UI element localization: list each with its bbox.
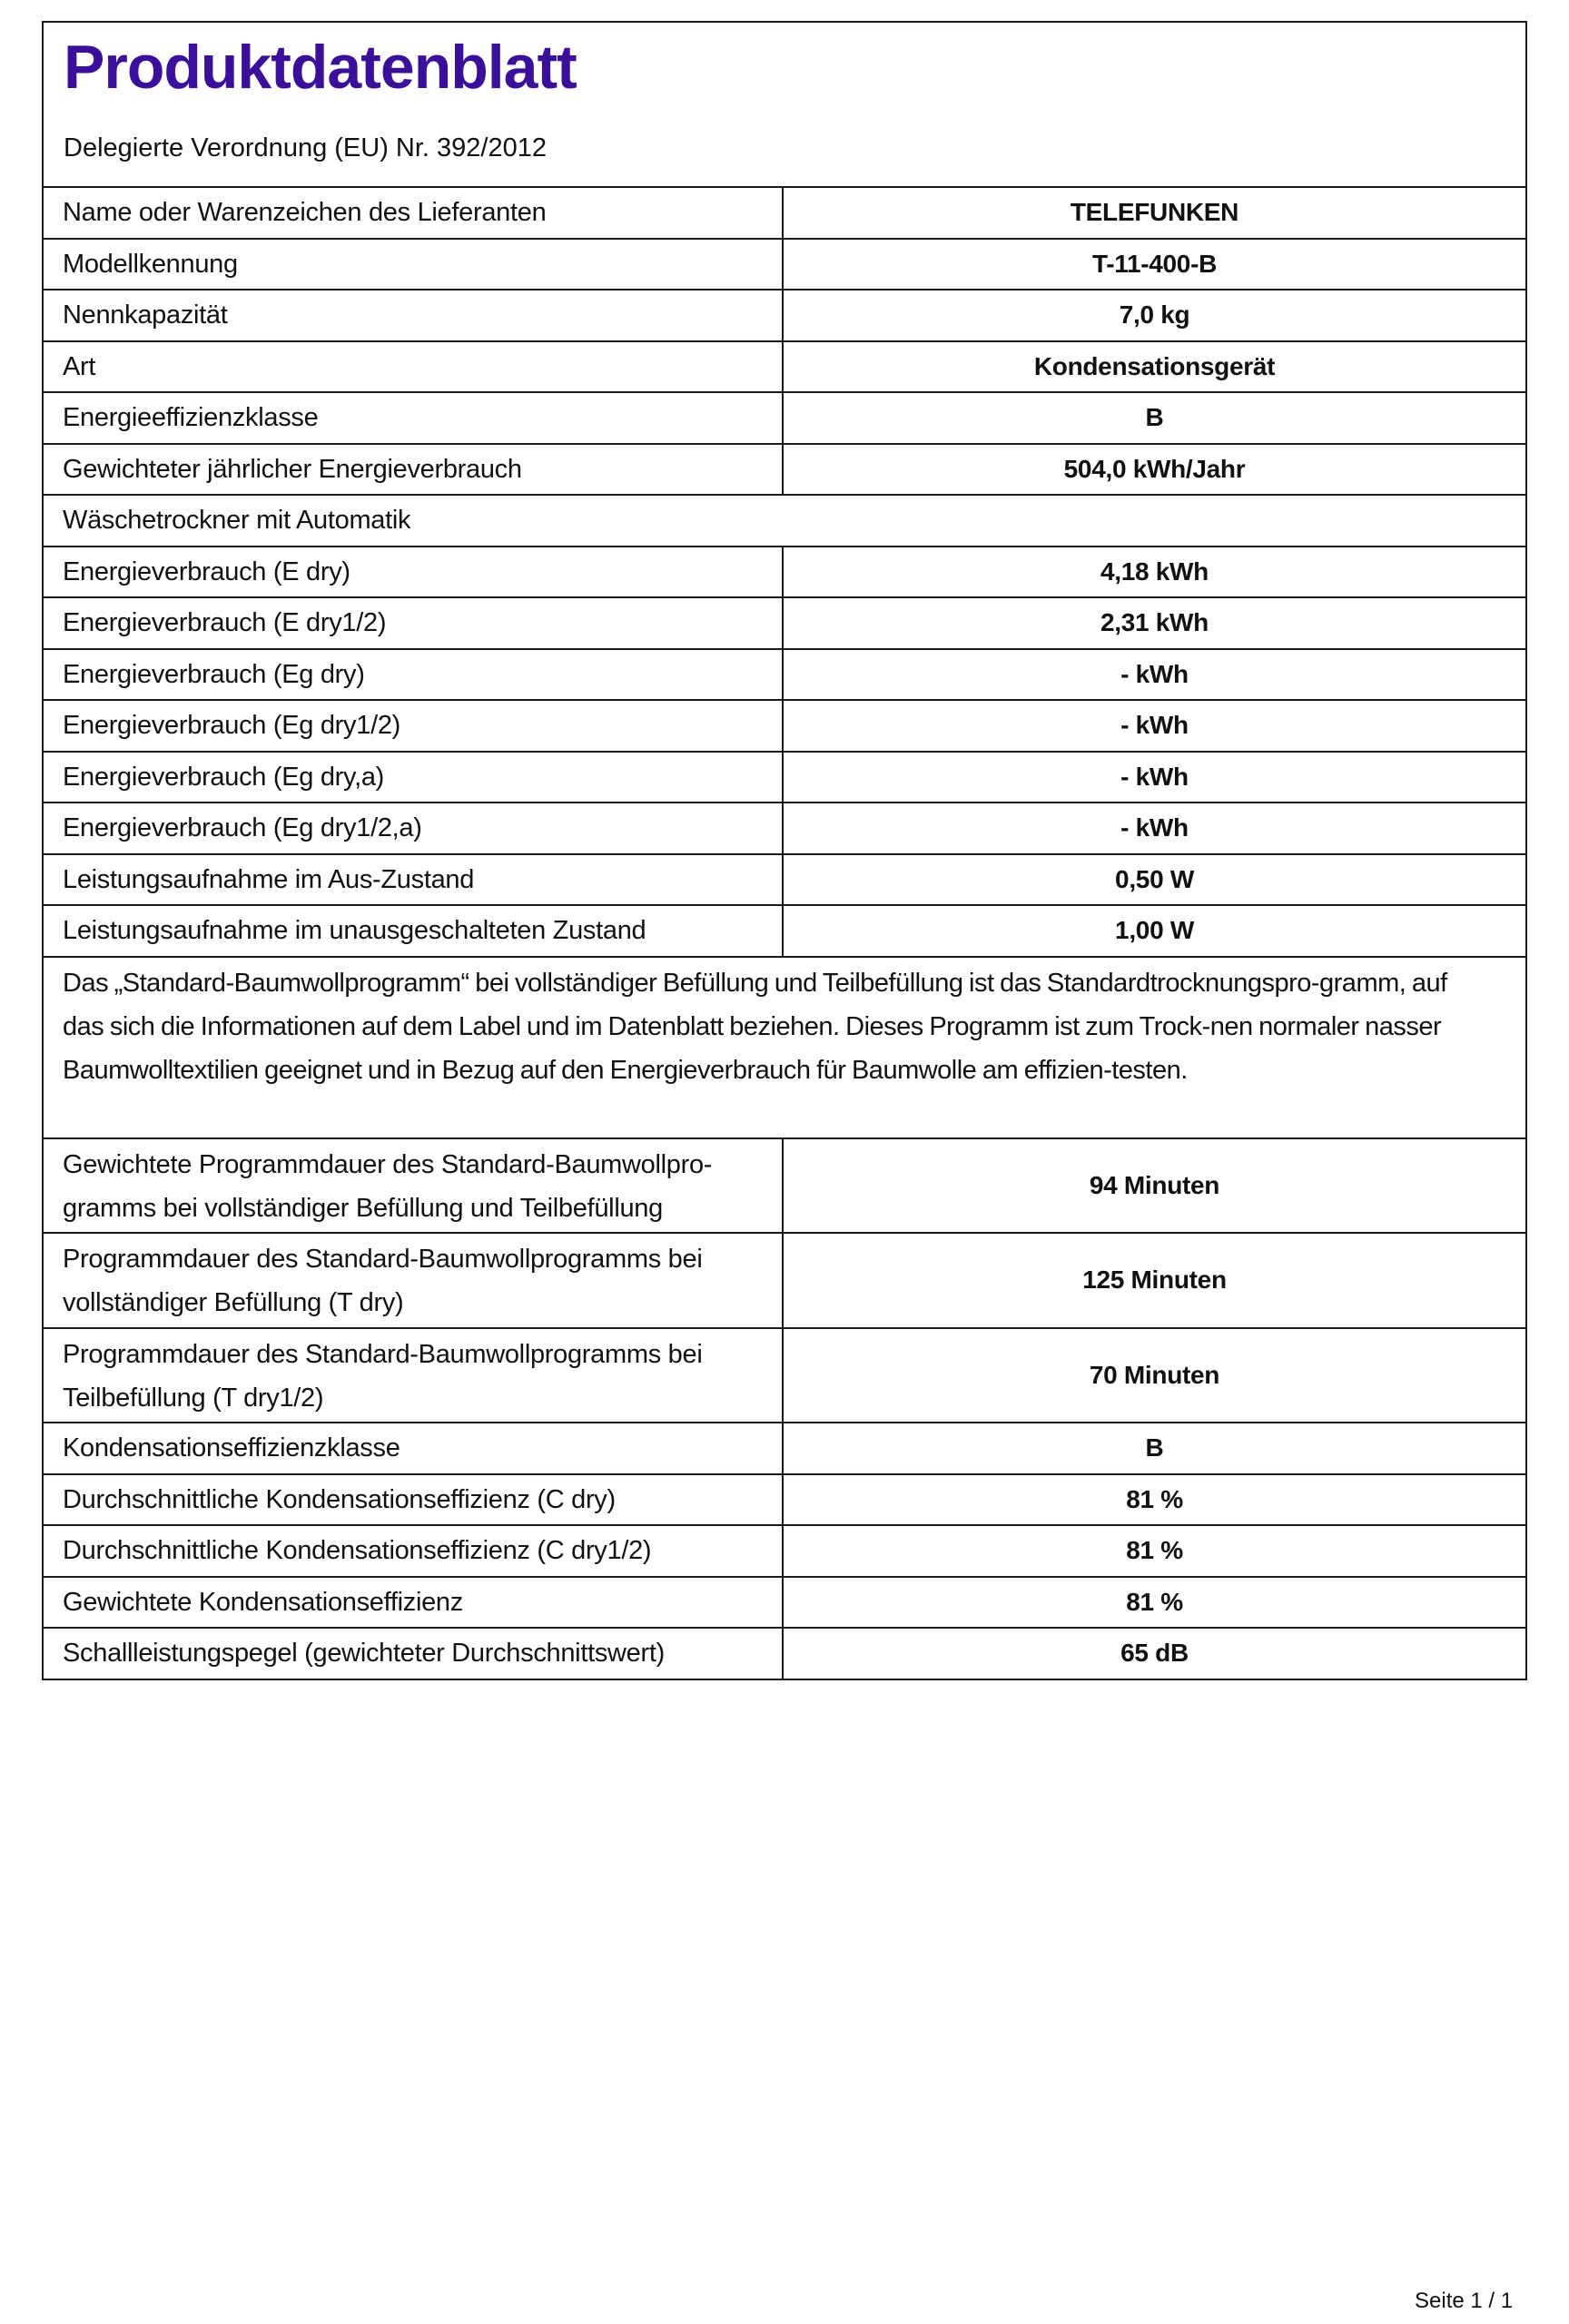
row-label: Programmdauer des Standard-Baumwollprogramms bei vollständiger Befüllung (T dry) [44, 1234, 784, 1327]
row-value: B [1145, 1433, 1164, 1462]
row-label: Energieverbrauch (Eg dry1/2) [44, 701, 784, 751]
row-value: 504,0 kWh/Jahr [1063, 454, 1246, 483]
row-value: - kWh [1120, 659, 1189, 688]
table-row [44, 1423, 1525, 1475]
table-row [44, 1475, 1525, 1527]
row-value: 70 Minuten [1089, 1360, 1220, 1389]
row-value: 7,0 kg [1119, 300, 1190, 330]
row-label: Gewichteter jährlicher Energieverbrauch [44, 445, 784, 495]
row-label: Energieeffizienzklasse [44, 393, 784, 443]
table-row [44, 1629, 1525, 1680]
table-row [44, 1139, 1525, 1235]
row-value: 65 dB [1120, 1639, 1189, 1668]
row-value: 125 Minuten [1082, 1265, 1227, 1295]
row-value: - kWh [1120, 813, 1189, 842]
table-row [44, 1578, 1525, 1630]
row-value: 2,31 kWh [1100, 608, 1209, 637]
row-label: Gewichtete Programmdauer des Standard-Baumwollpro-gramms bei vollständiger Befüllung und Teilbefüllung [44, 1139, 784, 1233]
row-value: T-11-400-B [1091, 249, 1218, 278]
row-value: 81 % [1126, 1484, 1183, 1513]
row-label: Leistungsaufnahme im Aus-Zustand [44, 855, 784, 905]
standard-program-note: Das „Standard-Baumwollprogramm“ bei vollständiger Befüllung und Teilbefüllung ist das Standardtrocknungspro-gramm, auf das sich die Informationen auf dem Label und im Datenblatt beziehen. Dieses Programm ist zum Trock-nen normaler nasser Baumwolltextilien geeignet und in Bezug auf den Energieverbrauch für Baumwolle am effizien-testen. [44, 958, 1525, 1139]
row-value: - kWh [1120, 711, 1189, 740]
row-value: B [1145, 403, 1164, 432]
table-row-supplier [44, 188, 1525, 240]
row-label: Durchschnittliche Kondensationseffizienz (C dry) [44, 1475, 784, 1525]
table-row-annual-consumption [44, 445, 1525, 497]
table-row-model [44, 240, 1525, 291]
row-label: Leistungsaufnahme im unausgeschalteten Zustand [44, 906, 784, 956]
row-value: Kondensationsgerät [1033, 351, 1276, 380]
row-label: Schallleistungspegel (gewichteter Durchschnittswert) [44, 1629, 784, 1679]
row-value: 4,18 kWh [1100, 556, 1209, 586]
row-label: Durchschnittliche Kondensationseffizienz (C dry1/2) [44, 1526, 784, 1576]
table-row [44, 753, 1525, 804]
row-value: TELEFUNKEN [1070, 198, 1239, 227]
table-row [44, 803, 1525, 855]
table-row [44, 650, 1525, 702]
row-value: 94 Minuten [1089, 1170, 1220, 1199]
page-title: Produktdatenblatt [64, 33, 577, 102]
table-row [44, 547, 1525, 599]
row-label: Programmdauer des Standard-Baumwollprogramms bei Teilbefüllung (T dry1/2) [44, 1329, 784, 1423]
row-value: - kWh [1120, 762, 1189, 791]
table-row [44, 1526, 1525, 1578]
row-label: Name oder Warenzeichen des Lieferanten [44, 188, 784, 238]
sheet-header [44, 23, 1525, 188]
row-label: Energieverbrauch (E dry) [44, 547, 784, 597]
row-value: 81 % [1126, 1587, 1183, 1616]
table-row [44, 1234, 1525, 1329]
table-row-type [44, 342, 1525, 394]
table-row [44, 855, 1525, 907]
row-label: Energieverbrauch (E dry1/2) [44, 598, 784, 648]
table-row-efficiency-class [44, 393, 1525, 445]
section-label: Wäschetrockner mit Automatik [63, 505, 411, 535]
table-row [44, 1329, 1525, 1424]
row-label: Art [44, 342, 784, 392]
row-value: 0,50 W [1115, 864, 1194, 893]
row-value: 1,00 W [1115, 916, 1194, 945]
table-row [44, 701, 1525, 753]
row-label: Energieverbrauch (Eg dry,a) [44, 753, 784, 803]
row-label: Energieverbrauch (Eg dry1/2,a) [44, 803, 784, 853]
product-data-sheet [42, 21, 1527, 1680]
section-row-automatic-dryer [44, 496, 1525, 547]
table-row [44, 598, 1525, 650]
row-label: Energieverbrauch (Eg dry) [44, 650, 784, 700]
regulation-reference: Delegierte Verordnung (EU) Nr. 392/2012 [64, 133, 547, 162]
table-row [44, 906, 1525, 958]
table-row-capacity [44, 290, 1525, 342]
row-label: Gewichtete Kondensationseffizienz [44, 1578, 784, 1628]
row-value: 81 % [1126, 1536, 1183, 1565]
row-label: Nennkapazität [44, 290, 784, 340]
row-label: Kondensationseffizienzklasse [44, 1423, 784, 1473]
row-label: Modellkennung [44, 240, 784, 290]
page-number: Seite 1 / 1 [1415, 2289, 1514, 2313]
